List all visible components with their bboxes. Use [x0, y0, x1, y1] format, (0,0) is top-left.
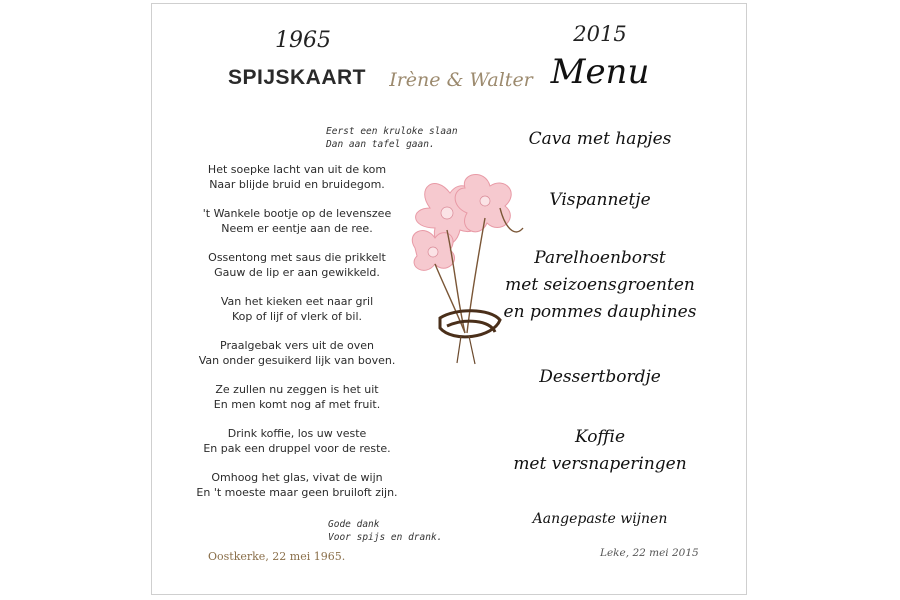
stanza-line: Het soepke lacht van uit de kom	[207, 163, 387, 176]
couple-names: Irène & Walter	[389, 69, 533, 91]
course-line: Aangepaste wijnen	[532, 511, 668, 527]
course-line: Dessertbordje	[539, 367, 661, 387]
stanza-line: Gauw de lip er aan gewikkeld.	[214, 266, 380, 279]
title-spijskaart: SPIJSKAART	[227, 66, 367, 89]
poem-stanza	[182, 338, 412, 368]
course-line: Vispannetje	[549, 190, 651, 210]
poem-outro-line: Gode dank	[328, 519, 380, 530]
stanza-line: En 't moeste maar geen bruiloft zijn.	[196, 486, 398, 499]
stanza-line: Ze zullen nu zeggen is het uit	[215, 383, 379, 396]
stanza-line: Omhoog het glas, vivat de wijn	[211, 471, 383, 484]
course-line: Cava met hapjes	[528, 129, 672, 149]
menu-course	[500, 364, 700, 391]
course-line: en pommes dauphines	[503, 302, 697, 322]
stanza-line: Kop of lijf of vlerk of bil.	[231, 310, 363, 323]
course-line: Koffie	[574, 427, 626, 447]
place-date-2015: Leke, 22 mei 2015	[600, 547, 699, 559]
stanza-line: Praalgebak vers uit de oven	[220, 339, 374, 352]
poem-stanzas	[182, 162, 412, 514]
stanza-line: En men komt nog af met fruit.	[213, 398, 381, 411]
title-menu: Menu	[550, 52, 650, 92]
year-1965: 1965	[275, 28, 331, 53]
stanza-line: Neem er eentje aan de ree.	[221, 222, 373, 235]
year-2015: 2015	[573, 22, 627, 46]
stanza-line: En pak een druppel voor de reste.	[203, 442, 391, 455]
poem-stanza	[182, 426, 412, 456]
poem-stanza	[182, 162, 412, 192]
poem-intro	[326, 125, 458, 151]
menu-course	[500, 187, 700, 214]
poem-stanza	[182, 294, 412, 324]
poem-stanza	[182, 250, 412, 280]
poem-stanza	[182, 470, 412, 500]
menu-course	[500, 424, 700, 478]
course-line: Parelhoenborst	[534, 248, 666, 268]
course-line: met versnaperingen	[513, 454, 687, 474]
stanza-line: Drink koffie, los uw veste	[227, 427, 367, 440]
menu-course	[500, 126, 700, 153]
menu-course	[500, 245, 700, 326]
poem-stanza	[182, 206, 412, 236]
poem-stanza	[182, 382, 412, 412]
stanza-line: 't Wankele bootje op de levenszee	[202, 207, 392, 220]
course-line: met seizoensgroenten	[505, 275, 695, 295]
poem-outro-line: Voor spijs en drank.	[328, 532, 443, 543]
stanza-line: Ossentong met saus die prikkelt	[208, 251, 386, 264]
menu-course	[500, 506, 700, 533]
place-date-1965: Oostkerke, 22 mei 1965.	[208, 550, 346, 563]
poem-outro	[328, 518, 442, 544]
stanza-line: Naar blijde bruid en bruidegom.	[209, 178, 385, 191]
poem-intro-line: Dan aan tafel gaan.	[326, 139, 435, 150]
stanza-line: Van onder gesuikerd lijk van boven.	[198, 354, 396, 367]
stanza-line: Van het kieken eet naar gril	[220, 295, 374, 308]
poem-intro-line: Eerst een kruloke slaan	[326, 126, 458, 137]
